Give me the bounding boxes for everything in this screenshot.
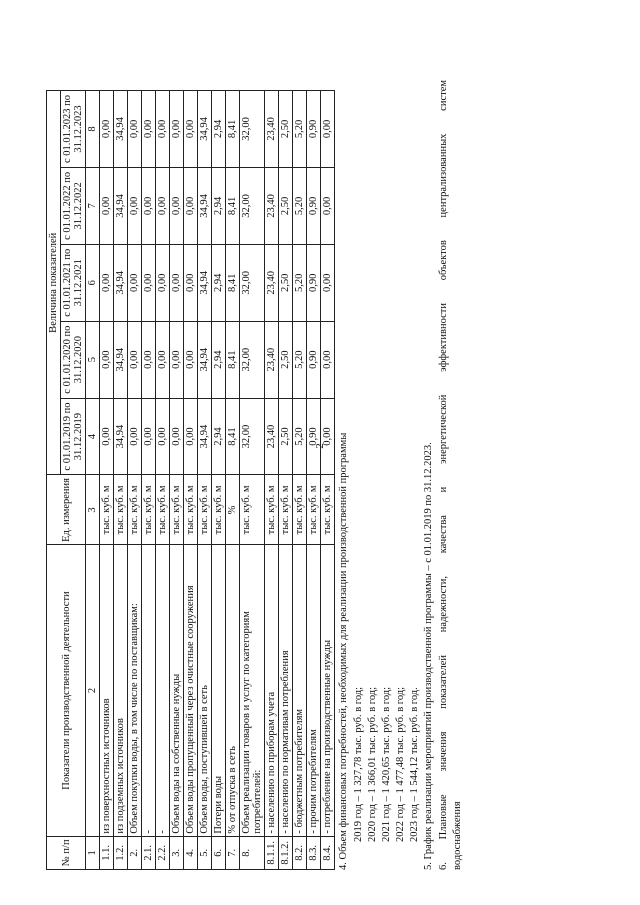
header-indicator-name: Показатели производственной деятельности — [47, 545, 86, 836]
row-indicator-name: - населению по приборам учета — [265, 545, 279, 836]
row-value: 0,90 — [307, 321, 321, 398]
header-number: № п/п — [47, 836, 86, 869]
row-unit: тыс. куб. м — [156, 475, 170, 545]
note-year-2022: 2022 год – 1 477,48 тыс. руб. в год; — [395, 686, 407, 842]
row-value: 2,50 — [279, 244, 293, 321]
row-value: 0,00 — [321, 91, 335, 168]
row-unit: тыс. куб. м — [142, 475, 156, 545]
row-value: 0,90 — [307, 91, 321, 168]
row-number: 4. — [184, 836, 198, 869]
row-value: 0,00 — [184, 398, 198, 475]
row-value: 2,94 — [212, 244, 226, 321]
row-value: 0,00 — [184, 321, 198, 398]
row-value: 32,00 — [240, 244, 265, 321]
row-unit: тыс. куб. м — [240, 475, 265, 545]
row-value: 0,00 — [100, 321, 114, 398]
note-target-values: 6. Плановые значения показателей надежности, качества и энергетической эффективности объектов централизованных систем — [437, 80, 449, 870]
row-value: 0,00 — [142, 398, 156, 475]
column-number: 6 — [86, 244, 100, 321]
row-value: 0,00 — [128, 167, 142, 244]
note-target-values-cont: водоснабжения — [451, 801, 463, 870]
header-period: с 01.01.2020 по 31.12.2020 — [61, 321, 86, 398]
row-indicator-name: Объем покупки воды, в том числе по поставщикам: — [128, 545, 142, 836]
row-value: 2,50 — [279, 91, 293, 168]
row-number: 1.2. — [114, 836, 128, 869]
table-row — [212, 91, 226, 870]
row-value: 34,94 — [114, 167, 128, 244]
column-number: 1 — [86, 836, 100, 869]
row-value: 8,41 — [226, 167, 240, 244]
row-unit: тыс. куб. м — [128, 475, 142, 545]
row-unit: тыс. куб. м — [279, 475, 293, 545]
row-indicator-name: - потребление на производственные нужды — [321, 545, 335, 836]
indicators-table — [46, 90, 335, 870]
row-number: 7. — [226, 836, 240, 869]
row-indicator-name: - — [142, 545, 156, 836]
note-schedule: 5. График реализации мероприятий производственной программы – с 01.01.2019 по 31.12.2023. — [423, 442, 435, 870]
row-value: 32,00 — [240, 167, 265, 244]
row-value: 32,00 — [240, 321, 265, 398]
row-number: 8. — [240, 836, 265, 869]
row-indicator-name: Объем воды на собственные нужды — [170, 545, 184, 836]
row-indicator-name: Объем воды пропущенный через очистные сооружения — [184, 545, 198, 836]
row-indicator-name: Объем реализации товаров и услуг по категориям потребителей: — [240, 545, 265, 836]
row-value: 0,00 — [100, 244, 114, 321]
row-value: 0,00 — [170, 398, 184, 475]
row-unit: тыс. куб. м — [265, 475, 279, 545]
row-value: 0,00 — [156, 398, 170, 475]
row-value: 0,00 — [170, 91, 184, 168]
row-value: 2,50 — [279, 398, 293, 475]
row-value: 2,94 — [212, 321, 226, 398]
row-value: 0,00 — [100, 91, 114, 168]
table-row — [142, 91, 156, 870]
header-period: с 01.01.2021 по 31.12.2021 — [61, 244, 86, 321]
row-value: 34,94 — [198, 91, 212, 168]
row-indicator-name: - — [156, 545, 170, 836]
row-value: 23,40 — [265, 321, 279, 398]
row-value: 2,50 — [279, 167, 293, 244]
row-value: 23,40 — [265, 91, 279, 168]
row-value: 0,00 — [142, 321, 156, 398]
row-value: 2,94 — [212, 398, 226, 475]
table-row — [184, 91, 198, 870]
row-value: 0,90 — [307, 244, 321, 321]
row-number: 8.1.2. — [279, 836, 293, 869]
row-value: 0,00 — [142, 91, 156, 168]
table-row — [240, 91, 265, 870]
table-body — [100, 91, 335, 870]
notes-section — [337, 80, 465, 870]
row-value: 2,94 — [212, 91, 226, 168]
table-row — [293, 91, 307, 870]
row-value: 8,41 — [226, 244, 240, 321]
column-number: 7 — [86, 167, 100, 244]
table-row — [307, 91, 321, 870]
row-value: 0,00 — [170, 244, 184, 321]
table-row — [321, 91, 335, 870]
row-unit: тыс. куб. м — [100, 475, 114, 545]
row-value: 2,50 — [279, 321, 293, 398]
row-value: 8,41 — [226, 398, 240, 475]
row-number: 8.2. — [293, 836, 307, 869]
column-number: 5 — [86, 321, 100, 398]
row-value: 0,00 — [156, 91, 170, 168]
row-value: 5,20 — [293, 398, 307, 475]
row-number: 1.1. — [100, 836, 114, 869]
row-unit: тыс. куб. м — [293, 475, 307, 545]
row-value: 32,00 — [240, 398, 265, 475]
table-row — [100, 91, 114, 870]
row-number: 8.4. — [321, 836, 335, 869]
row-value: 0,00 — [184, 91, 198, 168]
row-unit: тыс. куб. м — [114, 475, 128, 545]
row-value: 0,00 — [100, 167, 114, 244]
note-year-2023: 2023 год – 1 544,12 тыс. руб. в год. — [409, 687, 421, 842]
row-value: 0,00 — [142, 244, 156, 321]
note-financial-needs: 4. Объем финансовых потребностей, необходимых для реализации производственной программы — [338, 432, 350, 870]
row-value: 0,00 — [156, 321, 170, 398]
row-value: 0,00 — [321, 321, 335, 398]
row-value: 5,20 — [293, 167, 307, 244]
landscape-sheet — [40, 60, 600, 880]
row-number: 3. — [170, 836, 184, 869]
row-indicator-name: - населению по нормативам потребления — [279, 545, 293, 836]
row-value: 34,94 — [114, 91, 128, 168]
row-value: 34,94 — [114, 244, 128, 321]
row-indicator-name: Потери воды — [212, 545, 226, 836]
row-value: 5,20 — [293, 321, 307, 398]
row-value: 23,40 — [265, 167, 279, 244]
table-row — [265, 91, 279, 870]
column-number-row — [86, 91, 100, 870]
row-value: 5,20 — [293, 91, 307, 168]
row-number: 2. — [128, 836, 142, 869]
row-value: 34,94 — [114, 321, 128, 398]
row-value: 0,00 — [128, 398, 142, 475]
row-value: 0,00 — [128, 91, 142, 168]
row-unit: тыс. куб. м — [170, 475, 184, 545]
row-value: 32,00 — [240, 91, 265, 168]
note-year-2021: 2021 год – 1 420,65 тыс. руб. в год; — [380, 686, 392, 842]
row-number: 8.1.1. — [265, 836, 279, 869]
note-year-2019: 2019 год – 1 327,78 тыс. руб. в год; — [352, 686, 364, 842]
column-number: 3 — [86, 475, 100, 545]
row-value: 5,20 — [293, 244, 307, 321]
row-value: 23,40 — [265, 398, 279, 475]
table-row — [279, 91, 293, 870]
row-number: 6. — [212, 836, 226, 869]
row-value: 0,00 — [128, 244, 142, 321]
column-number: 4 — [86, 398, 100, 475]
header-values-group: Величина показателей — [47, 91, 61, 476]
row-indicator-name: % от отпуска в сеть — [226, 545, 240, 836]
row-unit: тыс. куб. м — [198, 475, 212, 545]
row-value: 0,00 — [156, 167, 170, 244]
page-number: 2 — [314, 443, 326, 449]
row-value: 8,41 — [226, 321, 240, 398]
row-value: 0,90 — [307, 167, 321, 244]
row-unit: тыс. куб. м — [321, 475, 335, 545]
row-value: 0,00 — [321, 398, 335, 475]
header-unit: Ед. измерения — [47, 475, 86, 545]
row-number: 8.3. — [307, 836, 321, 869]
row-unit: % — [226, 475, 240, 545]
row-indicator-name: из подземных источников — [114, 545, 128, 836]
table-row — [170, 91, 184, 870]
row-value: 0,00 — [100, 398, 114, 475]
row-value: 34,94 — [198, 167, 212, 244]
row-value: 34,94 — [198, 321, 212, 398]
row-value: 0,00 — [156, 244, 170, 321]
table-row — [198, 91, 212, 870]
row-indicator-name: - бюджетным потребителям — [293, 545, 307, 836]
row-value: 34,94 — [198, 398, 212, 475]
column-number: 2 — [86, 545, 100, 836]
row-value: 8,41 — [226, 91, 240, 168]
row-number: 2.2. — [156, 836, 170, 869]
row-value: 34,94 — [114, 398, 128, 475]
header-period: с 01.01.2022 по 31.12.2022 — [61, 167, 86, 244]
row-value: 0,00 — [184, 167, 198, 244]
table-row — [128, 91, 142, 870]
row-number: 2.1. — [142, 836, 156, 869]
row-indicator-name: - прочим потребителям — [307, 545, 321, 836]
header-period: с 01.01.2019 по 31.12.2019 — [61, 398, 86, 475]
row-indicator-name: из поверхностных источников — [100, 545, 114, 836]
row-unit: тыс. куб. м — [184, 475, 198, 545]
row-unit: тыс. куб. м — [212, 475, 226, 545]
row-value: 23,40 — [265, 244, 279, 321]
row-value: 0,90 — [307, 398, 321, 475]
column-number: 8 — [86, 91, 100, 168]
row-value: 0,00 — [170, 321, 184, 398]
row-value: 0,00 — [184, 244, 198, 321]
header-period: с 01.01.2023 по 31.12.2023 — [61, 91, 86, 168]
row-value: 0,00 — [321, 167, 335, 244]
row-value: 0,00 — [170, 167, 184, 244]
table-row — [156, 91, 170, 870]
row-value: 0,00 — [142, 167, 156, 244]
table-row — [114, 91, 128, 870]
row-value: 2,94 — [212, 167, 226, 244]
row-value: 0,00 — [321, 244, 335, 321]
note-year-2020: 2020 год – 1 366,01 тыс. руб. в год; — [366, 686, 378, 842]
row-indicator-name: Объем воды, поступившей в сеть — [198, 545, 212, 836]
row-value: 34,94 — [198, 244, 212, 321]
table-row — [226, 91, 240, 870]
row-number: 5. — [198, 836, 212, 869]
row-unit: тыс. куб. м — [307, 475, 321, 545]
row-value: 0,00 — [128, 321, 142, 398]
